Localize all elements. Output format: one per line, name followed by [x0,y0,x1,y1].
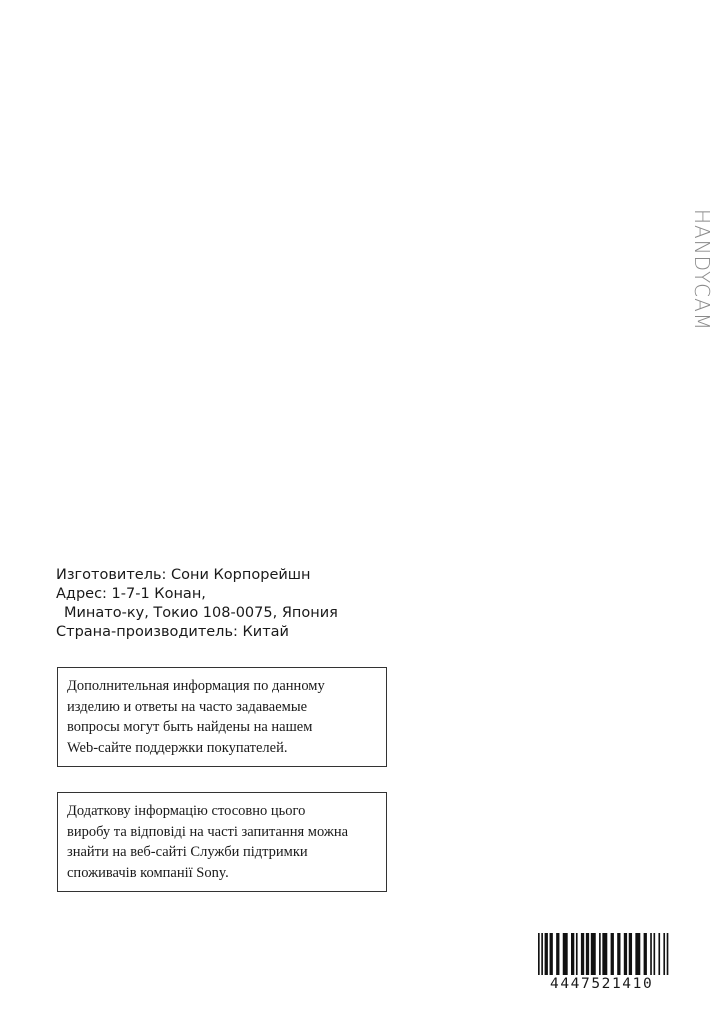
barcode-bar [658,933,660,975]
barcode [538,933,670,992]
barcode-bar [576,933,578,975]
barcode-bar [650,933,652,975]
barcode-bar [571,933,574,975]
barcode-bar [586,933,589,975]
barcode-bar [611,933,614,975]
support-info-line: Дополнительная информация по данному [67,678,325,694]
address-line: Адрес: 1-7-1 Конан, [56,586,206,602]
support-info-line: изделию и ответы на часто задаваемые [67,698,308,715]
barcode-bar [602,933,607,975]
barcode-bar [545,933,548,975]
barcode-bar [556,933,559,975]
barcode-bar [538,933,540,975]
barcode-bar [599,933,601,975]
barcode-bar [617,933,620,975]
barcode-bar [563,933,568,975]
barcode-bar [629,933,632,975]
barcode-bar [591,933,596,975]
barcode-bar [635,933,640,975]
manufacturer-line: Изготовитель: Сони Корпорейшн [56,567,311,583]
barcode-bar [550,933,553,975]
support-info-russian [57,667,387,767]
support-info-line: Додаткову інформацію стосовно цього [67,803,306,819]
support-info-ukrainian [57,792,387,892]
manufacturer-info [56,566,396,642]
support-info-line: Web-сайте поддержки покупателей. [67,739,288,756]
barcode-graphic [538,933,670,975]
barcode-bar [654,933,656,975]
barcode-bar [644,933,647,975]
barcode-bar [541,933,543,975]
brand-name: HANDYCAM [690,208,715,332]
support-info-line: виробу та відповіді на часті запитання можна [67,823,349,840]
address-line-continued: Минато-ку, Токио 108-0075, Япония [64,605,338,621]
country-line: Страна-производитель: Китай [56,624,289,640]
support-info-line: знайти на веб-сайті Служби підтримки [67,844,308,860]
barcode-bar [624,933,627,975]
support-info-line: вопросы могут быть найдены на нашем [67,719,313,735]
barcode-bar [663,933,665,975]
barcode-bar [667,933,669,975]
brand-logo [690,205,714,335]
barcode-number: 4447521410 [550,976,654,992]
support-info-line: споживачів компанії Sony. [67,864,229,881]
barcode-bar [581,933,584,975]
barcode-bars [538,933,670,975]
